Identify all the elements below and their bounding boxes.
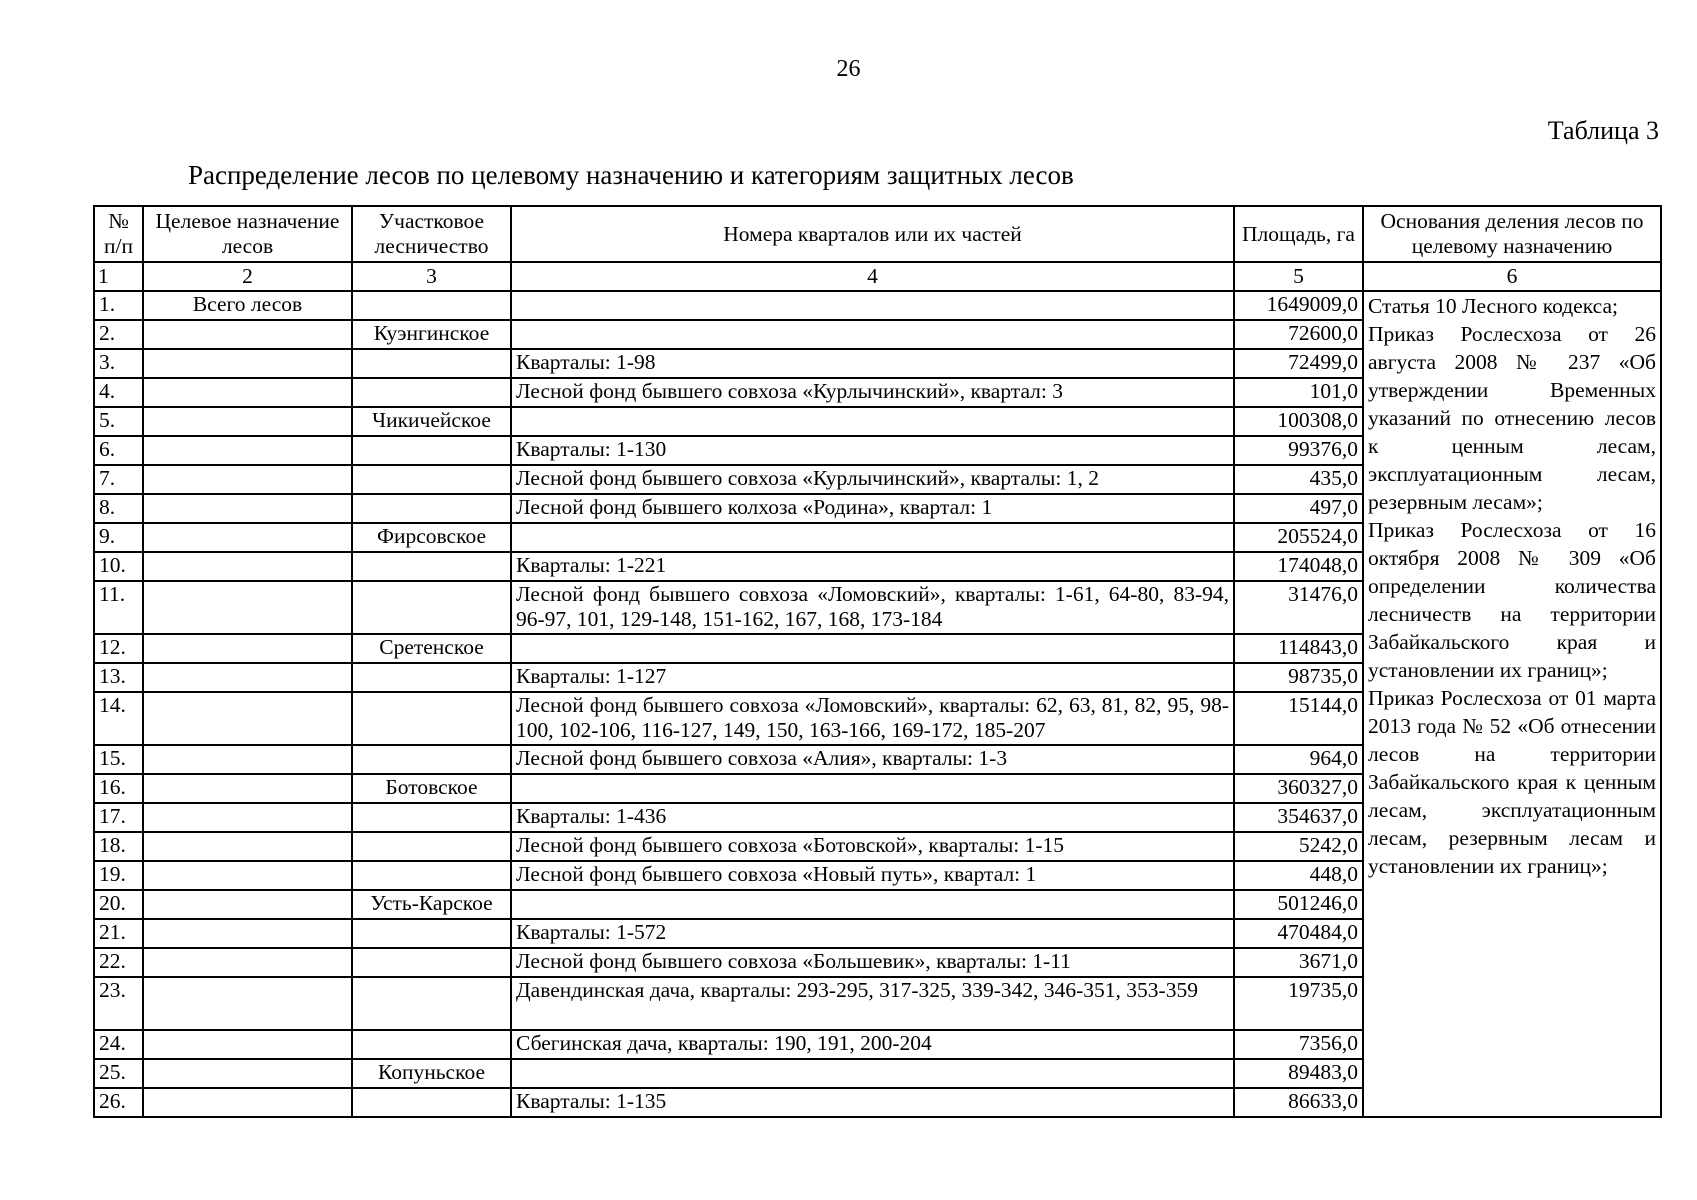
row-number: 9.: [94, 523, 143, 552]
forestry-cell: [352, 948, 511, 977]
area-cell: 19735,0: [1234, 977, 1363, 1030]
row-number: 21.: [94, 919, 143, 948]
purpose-cell: [143, 436, 352, 465]
row-number: 17.: [94, 803, 143, 832]
row-number: 5.: [94, 407, 143, 436]
purpose-cell: [143, 465, 352, 494]
purpose-cell: [143, 494, 352, 523]
forestry-cell: Копуньское: [352, 1059, 511, 1088]
forestry-cell: Фирсовское: [352, 523, 511, 552]
area-cell: 964,0: [1234, 745, 1363, 774]
purpose-cell: [143, 832, 352, 861]
quarters-cell: [511, 407, 1234, 436]
row-number: 19.: [94, 861, 143, 890]
row-number: 4.: [94, 378, 143, 407]
quarters-cell: Лесной фонд бывшего совхоза «Большевик», кварталы: 1-11: [511, 948, 1234, 977]
quarters-cell: Лесной фонд бывшего совхоза «Ломовский», кварталы: 1-61, 64-80, 83-94, 96-97, 101, 129-148, 151-162, 167, 168, 173-184: [511, 581, 1234, 634]
purpose-cell: [143, 919, 352, 948]
purpose-cell: [143, 634, 352, 663]
header-forestry: Участковое лесничество: [352, 206, 511, 262]
area-cell: 5242,0: [1234, 832, 1363, 861]
purpose-cell: [143, 977, 352, 1030]
purpose-cell: [143, 523, 352, 552]
quarters-cell: [511, 774, 1234, 803]
forestry-cell: Усть-Карское: [352, 890, 511, 919]
purpose-cell: [143, 663, 352, 692]
quarters-cell: Кварталы: 1-127: [511, 663, 1234, 692]
area-cell: 72499,0: [1234, 349, 1363, 378]
area-cell: 98735,0: [1234, 663, 1363, 692]
quarters-cell: Кварталы: 1-221: [511, 552, 1234, 581]
page-number: 26: [836, 56, 861, 82]
table-body: [94, 291, 1661, 1117]
quarters-cell: Лесной фонд бывшего совхоза «Курлычинский», квартал: 3: [511, 378, 1234, 407]
forestry-cell: [352, 378, 511, 407]
row-number: 24.: [94, 1030, 143, 1059]
column-number: 2: [143, 262, 352, 291]
area-cell: 99376,0: [1234, 436, 1363, 465]
quarters-cell: [511, 890, 1234, 919]
forestry-cell: Ботовское: [352, 774, 511, 803]
forestry-cell: [352, 436, 511, 465]
purpose-cell: [143, 1059, 352, 1088]
row-number: 16.: [94, 774, 143, 803]
quarters-cell: Кварталы: 1-98: [511, 349, 1234, 378]
area-cell: 3671,0: [1234, 948, 1363, 977]
purpose-cell: [143, 552, 352, 581]
forestry-cell: [352, 919, 511, 948]
purpose-cell: [143, 407, 352, 436]
purpose-cell: [143, 774, 352, 803]
area-cell: 497,0: [1234, 494, 1363, 523]
quarters-cell: Лесной фонд бывшего совхоза «Новый путь», квартал: 1: [511, 861, 1234, 890]
row-number: 10.: [94, 552, 143, 581]
forestry-cell: [352, 465, 511, 494]
header-basis: Основания деления лесов по целевому назначению: [1363, 206, 1661, 262]
row-number: 15.: [94, 745, 143, 774]
header-num: № п/п: [94, 206, 143, 262]
basis-paragraph: Приказ Рослесхоза от 16 октября 2008 № 309 «Об определении количества лесничеств на территории Забайкальского края и установлении их границ»;: [1368, 518, 1656, 682]
quarters-cell: [511, 291, 1234, 320]
forestry-cell: [352, 552, 511, 581]
row-number: 6.: [94, 436, 143, 465]
column-number: 4: [511, 262, 1234, 291]
quarters-cell: [511, 1059, 1234, 1088]
basis-paragraph: Приказ Рослесхоза от 01 марта 2013 года № 52 «Об отнесении лесов на территории Забайкальского края к ценным лесам, эксплуатационным лесам, резервным лесам и установлении их границ»;: [1368, 686, 1656, 878]
area-cell: 100308,0: [1234, 407, 1363, 436]
table-header: [94, 206, 1661, 291]
forestry-cell: [352, 291, 511, 320]
area-cell: 15144,0: [1234, 692, 1363, 745]
header-row: [94, 206, 1661, 262]
purpose-cell: [143, 803, 352, 832]
forestry-cell: [352, 494, 511, 523]
area-cell: 72600,0: [1234, 320, 1363, 349]
quarters-cell: Лесной фонд бывшего совхоза «Алия», кварталы: 1-3: [511, 745, 1234, 774]
header-area: Площадь, га: [1234, 206, 1363, 262]
area-cell: 448,0: [1234, 861, 1363, 890]
area-cell: 354637,0: [1234, 803, 1363, 832]
quarters-cell: Кварталы: 1-130: [511, 436, 1234, 465]
row-number: 2.: [94, 320, 143, 349]
basis-paragraph: Приказ Рослесхоза от 26 августа 2008 № 237 «Об утверждении Временных указаний по отнесению лесов к ценным лесам, эксплуатационным лесам, резервным лесам»;: [1368, 322, 1656, 514]
forestry-cell: [352, 832, 511, 861]
forestry-cell: [352, 745, 511, 774]
purpose-cell: [143, 861, 352, 890]
quarters-cell: [511, 634, 1234, 663]
header-quarters: Номера кварталов или их частей: [511, 206, 1234, 262]
column-number-row: [94, 262, 1661, 291]
quarters-cell: Лесной фонд бывшего колхоза «Родина», квартал: 1: [511, 494, 1234, 523]
row-number: 8.: [94, 494, 143, 523]
document-title: Распределение лесов по целевому назначению и категориям защитных лесов: [188, 160, 1074, 190]
forestry-cell: [352, 861, 511, 890]
quarters-cell: Кварталы: 1-135: [511, 1088, 1234, 1117]
purpose-cell: [143, 1088, 352, 1117]
area-cell: 205524,0: [1234, 523, 1363, 552]
column-number: 6: [1363, 262, 1661, 291]
purpose-cell: [143, 378, 352, 407]
basis-cell: [1363, 291, 1661, 1117]
row-number: 23.: [94, 977, 143, 1030]
forestry-cell: [352, 803, 511, 832]
forestry-cell: Чикичейское: [352, 407, 511, 436]
forestry-cell: [352, 349, 511, 378]
quarters-cell: Давендинская дача, кварталы: 293-295, 317-325, 339-342, 346-351, 353-359: [511, 977, 1234, 1030]
row-number: 1.: [94, 291, 143, 320]
row-number: 18.: [94, 832, 143, 861]
quarters-cell: [511, 320, 1234, 349]
quarters-cell: Сбегинская дача, кварталы: 190, 191, 200-204: [511, 1030, 1234, 1059]
quarters-cell: Кварталы: 1-436: [511, 803, 1234, 832]
basis-paragraph: Статья 10 Лесного кодекса;: [1368, 294, 1618, 318]
area-cell: 101,0: [1234, 378, 1363, 407]
table-caption: Таблица 3: [1547, 116, 1659, 145]
row-number: 25.: [94, 1059, 143, 1088]
row-number: 12.: [94, 634, 143, 663]
purpose-cell: [143, 692, 352, 745]
purpose-cell: [143, 890, 352, 919]
area-cell: 360327,0: [1234, 774, 1363, 803]
area-cell: 174048,0: [1234, 552, 1363, 581]
forest-distribution-table: [93, 205, 1662, 1118]
purpose-cell: [143, 948, 352, 977]
purpose-cell: [143, 349, 352, 378]
row-number: 11.: [94, 581, 143, 634]
column-number: 3: [352, 262, 511, 291]
column-number: 1: [94, 262, 143, 291]
row-number: 26.: [94, 1088, 143, 1117]
area-cell: 114843,0: [1234, 634, 1363, 663]
area-cell: 31476,0: [1234, 581, 1363, 634]
quarters-cell: Лесной фонд бывшего совхоза «Ботовской», кварталы: 1-15: [511, 832, 1234, 861]
column-number: 5: [1234, 262, 1363, 291]
area-cell: 501246,0: [1234, 890, 1363, 919]
purpose-cell: [143, 745, 352, 774]
row-number: 7.: [94, 465, 143, 494]
purpose-cell: [143, 1030, 352, 1059]
forestry-cell: [352, 581, 511, 634]
row-number: 3.: [94, 349, 143, 378]
row-number: 20.: [94, 890, 143, 919]
quarters-cell: Лесной фонд бывшего совхоза «Ломовский», кварталы: 62, 63, 81, 82, 95, 98-100, 102-106, 116-127, 149, 150, 163-166, 169-172, 185-207: [511, 692, 1234, 745]
area-cell: 1649009,0: [1234, 291, 1363, 320]
forestry-cell: Куэнгинское: [352, 320, 511, 349]
forestry-cell: [352, 1030, 511, 1059]
area-cell: 470484,0: [1234, 919, 1363, 948]
area-cell: 435,0: [1234, 465, 1363, 494]
forestry-cell: Сретенское: [352, 634, 511, 663]
row-number: 22.: [94, 948, 143, 977]
area-cell: 7356,0: [1234, 1030, 1363, 1059]
quarters-cell: Лесной фонд бывшего совхоза «Курлычинский», кварталы: 1, 2: [511, 465, 1234, 494]
area-cell: 86633,0: [1234, 1088, 1363, 1117]
row-number: 13.: [94, 663, 143, 692]
forestry-cell: [352, 663, 511, 692]
forestry-cell: [352, 692, 511, 745]
row-number: 14.: [94, 692, 143, 745]
quarters-cell: Кварталы: 1-572: [511, 919, 1234, 948]
table-row: [94, 291, 1661, 320]
forestry-cell: [352, 977, 511, 1030]
quarters-cell: [511, 523, 1234, 552]
forestry-cell: [352, 1088, 511, 1117]
header-purpose: Целевое назначение лесов: [143, 206, 352, 262]
purpose-cell: Всего лесов: [143, 291, 352, 320]
purpose-cell: [143, 581, 352, 634]
area-cell: 89483,0: [1234, 1059, 1363, 1088]
purpose-cell: [143, 320, 352, 349]
